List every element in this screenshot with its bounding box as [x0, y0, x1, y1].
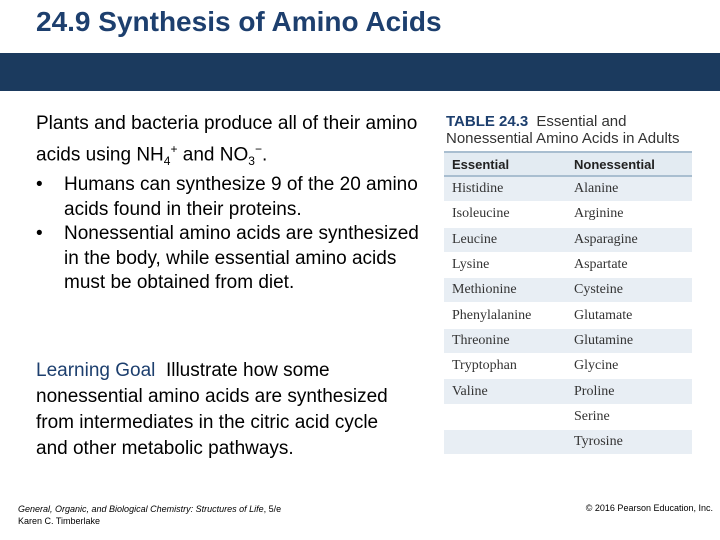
amino-acid-table [444, 113, 692, 455]
intro-paragraph [36, 112, 426, 173]
footer-citation [18, 503, 281, 527]
title-bar [0, 53, 720, 91]
table-row [444, 379, 692, 404]
table-row [444, 354, 692, 379]
table-caption-text: Essential and Nonessential Amino Acids in Adults [446, 113, 680, 147]
body-text [36, 112, 426, 296]
table-row [444, 177, 692, 202]
essential-cell: Phenylalanine [452, 307, 532, 323]
no-superscript: − [254, 141, 262, 156]
table-row [444, 202, 692, 227]
slide-title: 24.9 Synthesis of Amino Acids [36, 6, 442, 37]
bullet-item [36, 222, 426, 296]
essential-cell: Histidine [452, 181, 504, 197]
bullet-item [36, 173, 426, 222]
no-subscript: 3 [248, 153, 255, 168]
nh-superscript: + [170, 141, 178, 156]
copyright: © 2016 Pearson Education, Inc. [585, 503, 713, 513]
learning-goal-text: Illustrate how some nonessential amino acids are synthesized from intermediates in the citric acid cycle and other metabolic pathways. [36, 360, 388, 459]
nonessential-cell: Glutamine [574, 332, 634, 348]
bullet-icon: • [36, 223, 43, 245]
essential-cell: Isoleucine [452, 206, 510, 222]
nonessential-cell: Asparagine [574, 231, 638, 247]
header-nonessential: Nonessential [574, 156, 655, 172]
table-row [444, 405, 692, 430]
nonessential-cell: Serine [574, 408, 610, 424]
nonessential-cell: Arginine [574, 206, 624, 222]
essential-cell: Leucine [452, 231, 498, 247]
table-row [444, 329, 692, 354]
nonessential-cell: Glycine [574, 358, 619, 374]
book-title: General, Organic, and Biological Chemistry: Structures of Life [18, 504, 264, 514]
book-author: Karen C. Timberlake [18, 516, 101, 526]
table-row [444, 228, 692, 253]
intro-pre: Plants and bacteria produce all of their amino acids using NH [36, 113, 418, 165]
intro-mid: and NO [177, 143, 249, 165]
table-caption [444, 113, 692, 147]
essential-cell: Tryptophan [452, 358, 517, 374]
intro-end: . [261, 143, 268, 165]
bullet-icon: • [36, 174, 43, 196]
nh-subscript: 4 [163, 153, 171, 168]
bullet-text: Nonessential amino acids are synthesized in the body, while essential amino acids must be obtained from diet. [64, 223, 419, 294]
essential-cell: Valine [452, 383, 488, 399]
nonessential-cell: Aspartate [574, 257, 628, 273]
nonessential-cell: Glutamate [574, 307, 633, 323]
header-essential: Essential [452, 156, 510, 172]
nonessential-cell: Cysteine [574, 282, 623, 298]
table-row [444, 253, 692, 278]
table-row [444, 303, 692, 328]
table-row [444, 278, 692, 303]
nonessential-cell: Tyrosine [574, 434, 623, 450]
essential-cell: Lysine [452, 257, 490, 273]
essential-cell: Methionine [452, 282, 517, 298]
essential-cell: Threonine [452, 332, 510, 348]
table-row [444, 430, 692, 455]
book-edition: , 5/e [263, 504, 282, 514]
learning-goal-label: Learning Goal [36, 360, 156, 381]
nonessential-cell: Proline [574, 383, 615, 399]
bullet-text: Humans can synthesize 9 of the 20 amino acids found in their proteins. [64, 174, 418, 220]
learning-goal [36, 358, 406, 462]
nonessential-cell: Alanine [574, 181, 619, 197]
table-number: TABLE 24.3 [446, 113, 529, 130]
table-header [444, 151, 692, 177]
